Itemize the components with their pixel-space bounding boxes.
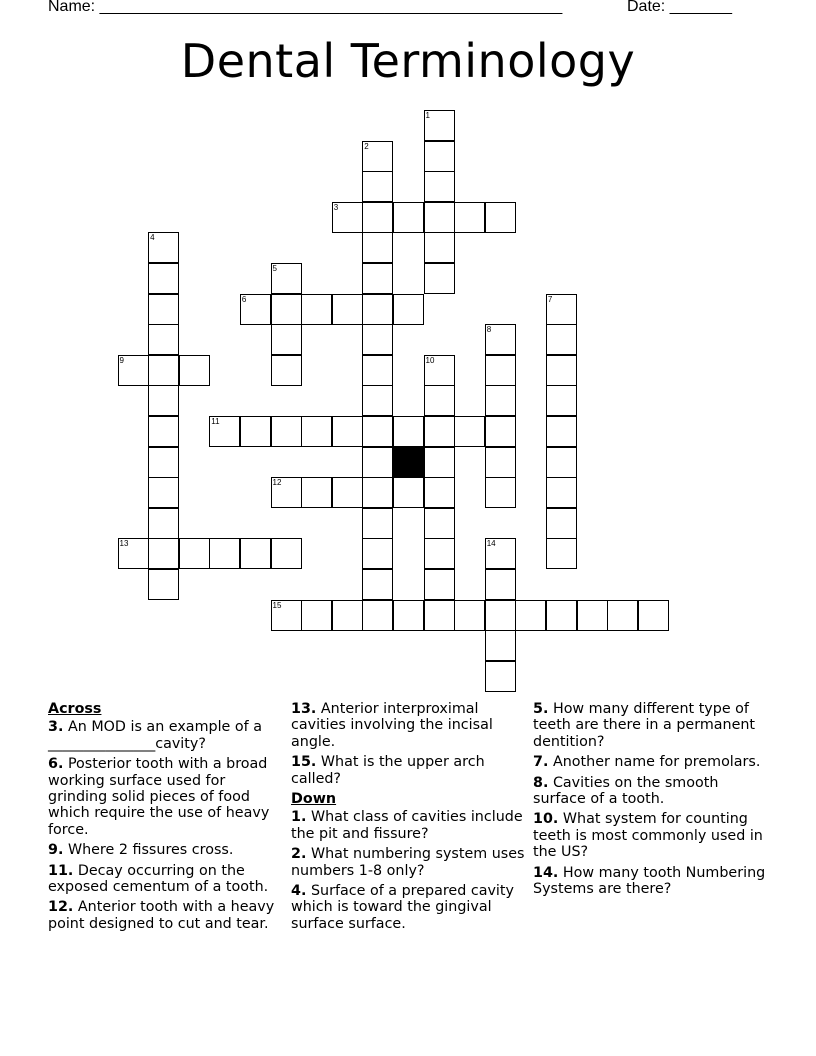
crossword-cell[interactable] [546,538,577,569]
crossword-cell[interactable] [607,600,638,631]
name-field[interactable]: Name: ____________________________________________________ [48,0,563,15]
crossword-cell[interactable] [148,569,179,600]
crossword-cell[interactable] [424,569,455,600]
clue-down-10: 10. What system for counting teeth is most commonly used in the US? [533,811,763,861]
crossword-cell[interactable] [424,477,455,508]
crossword-cell[interactable] [485,661,516,692]
clue-number: 6 [241,294,247,304]
clue-down-2: 2. What numbering system uses numbers 1-8 only? [291,846,525,879]
crossword-cell[interactable] [546,355,577,386]
crossword-cell[interactable] [332,477,363,508]
crossword-cell[interactable] [362,355,393,386]
crossword-cell[interactable] [485,324,516,355]
crossword-cell[interactable] [546,447,577,478]
clue-number: 8 [486,325,492,335]
crossword-cell[interactable] [301,416,332,447]
clue-number: 9 [119,355,124,365]
clue-number: 12 [272,478,282,488]
crossword-cell[interactable] [271,355,302,386]
clue-down-7: 7. Another name for premolars. [533,754,761,771]
crossword-cell[interactable] [638,600,669,631]
crossword-cell[interactable] [424,508,455,539]
crossword-cell[interactable] [332,202,363,233]
crossword-cell[interactable] [118,538,149,569]
blocked-cell [393,447,424,478]
crossword-cell[interactable] [271,324,302,355]
page-title: Dental Terminology [180,34,636,88]
crossword-cell[interactable] [393,477,424,508]
crossword-cell[interactable] [179,355,210,386]
clues-column-2 [291,701,527,936]
clue-number: 11 [211,417,220,426]
crossword-cell[interactable] [362,232,393,263]
crossword-cell[interactable] [424,538,455,569]
crossword-cell[interactable] [148,508,179,539]
crossword-cell[interactable] [148,355,179,386]
crossword-cell[interactable] [301,294,332,325]
clue-number: 5 [272,264,277,273]
crossword-cell[interactable] [424,232,455,263]
crossword-cell[interactable] [393,416,424,447]
crossword-cell[interactable] [546,508,577,539]
crossword-cell[interactable] [148,294,179,325]
crossword-cell[interactable] [393,600,424,631]
crossword-cell[interactable] [546,324,577,355]
crossword-cell[interactable] [485,600,516,631]
crossword-cell[interactable] [148,232,179,263]
crossword-cell[interactable] [485,385,516,416]
crossword-cell[interactable] [424,110,455,141]
crossword-cell[interactable] [393,294,424,325]
crossword-cell[interactable] [148,263,179,294]
crossword-cell[interactable] [271,263,302,294]
crossword-cell[interactable] [485,630,516,661]
crossword-cell[interactable] [424,263,455,294]
crossword-cell[interactable] [454,416,485,447]
crossword-cell[interactable] [485,477,516,508]
crossword-cell[interactable] [424,171,455,202]
crossword-cell[interactable] [362,447,393,478]
crossword-cell[interactable] [485,447,516,478]
crossword-cell[interactable] [515,600,546,631]
clue-number: 13 [119,539,129,549]
clues-column-3 [533,701,773,901]
clue-number: 10 [425,355,435,365]
crossword-cell[interactable] [393,202,424,233]
crossword-cell[interactable] [209,538,240,569]
crossword-cell[interactable] [332,416,363,447]
crossword-cell[interactable] [240,416,271,447]
crossword-cell[interactable] [148,538,179,569]
across-heading: Across [48,701,102,717]
clue-number: 7 [547,294,553,304]
crossword-cell[interactable] [362,569,393,600]
clue-number: 2 [364,141,369,151]
crossword-cell[interactable] [546,477,577,508]
clue-number: 14 [486,539,496,549]
clue-across-15: 15. What is the upper arch called? [291,754,485,787]
crossword-cell[interactable] [454,600,485,631]
crossword-cell[interactable] [577,600,608,631]
crossword-cell[interactable] [332,294,363,325]
crossword-cell[interactable] [485,569,516,600]
crossword-cell[interactable] [424,385,455,416]
crossword-cell[interactable] [148,385,179,416]
crossword-cell[interactable] [362,294,393,325]
crossword-cell[interactable] [546,600,577,631]
crossword-cell[interactable] [362,141,393,172]
crossword-cell[interactable] [454,202,485,233]
crossword-cell[interactable] [148,324,179,355]
crossword-cell[interactable] [546,385,577,416]
crossword-cell[interactable] [271,538,302,569]
crossword-cell[interactable] [271,416,302,447]
down-heading: Down [291,791,337,808]
clue-across-9: 9. Where 2 fissures cross. [48,842,234,859]
clue-down-14: 14. How many tooth Numbering Systems are there? [533,864,766,898]
crossword-cell[interactable] [301,600,332,631]
crossword-cell[interactable] [424,202,455,233]
clue-down-4: 4. Surface of a prepared cavity which is toward the gingival surface surface. [291,883,514,932]
crossword-cell[interactable] [485,538,516,569]
crossword-cell[interactable] [362,508,393,539]
crossword-cell[interactable] [424,600,455,631]
crossword-cell[interactable] [148,416,179,447]
crossword-cell[interactable] [148,477,179,508]
crossword-cell[interactable] [424,355,455,386]
crossword-cell[interactable] [301,477,332,508]
crossword-cell[interactable] [179,538,210,569]
date-field[interactable]: Date: _______ [627,0,732,15]
crossword-cell[interactable] [332,600,363,631]
clues-column-1 [48,701,288,936]
clue-down-1: 1. What class of cavities include the pit and fissure? [291,809,523,842]
clue-across-11: 11. Decay occurring on the exposed cementum of a tooth. [48,862,269,896]
crossword-cell[interactable] [485,416,516,447]
clue-down-5: 5. How many different type of teeth are there in a permanent dentition? [533,701,756,750]
clue-number: 1 [425,111,430,120]
crossword-cell[interactable] [209,416,240,447]
crossword-cell[interactable] [118,355,149,386]
crossword-cell[interactable] [271,600,302,631]
crossword-cell[interactable] [362,202,393,233]
crossword-cell[interactable] [362,263,393,294]
crossword-cell[interactable] [424,447,455,478]
crossword-cell[interactable] [546,416,577,447]
crossword-cell[interactable] [240,294,271,325]
crossword-cell[interactable] [240,538,271,569]
clue-across-3: 3. An MOD is an example of a _______________cavity? [48,719,262,752]
crossword-cell[interactable] [362,416,393,447]
crossword-cell[interactable] [271,294,302,325]
crossword-cell[interactable] [362,477,393,508]
crossword-cell[interactable] [362,538,393,569]
clue-number: 3 [333,202,339,212]
crossword-cell[interactable] [424,141,455,172]
crossword-cell[interactable] [424,416,455,447]
crossword-cell[interactable] [148,447,179,478]
clue-number: 4 [150,233,155,243]
clue-down-8: 8. Cavities on the smooth surface of a tooth. [533,774,719,808]
crossword-cell[interactable] [546,294,577,325]
crossword-cell[interactable] [271,477,302,508]
crossword-cell[interactable] [362,171,393,202]
clue-number: 15 [272,600,282,610]
crossword-cell[interactable] [362,324,393,355]
crossword-cell[interactable] [485,202,516,233]
clue-across-6: 6. Posterior tooth with a broad working surface used for grinding solid pieces of food which require the use of heavy force. [48,756,270,838]
crossword-cell[interactable] [362,385,393,416]
crossword-cell[interactable] [362,600,393,631]
crossword-cell[interactable] [485,355,516,386]
clue-across-13: 13. Anterior interproximal cavities involving the incisal angle. [291,701,493,750]
clue-across-12: 12. Anterior tooth with a heavy point designed to cut and tear. [48,899,275,932]
